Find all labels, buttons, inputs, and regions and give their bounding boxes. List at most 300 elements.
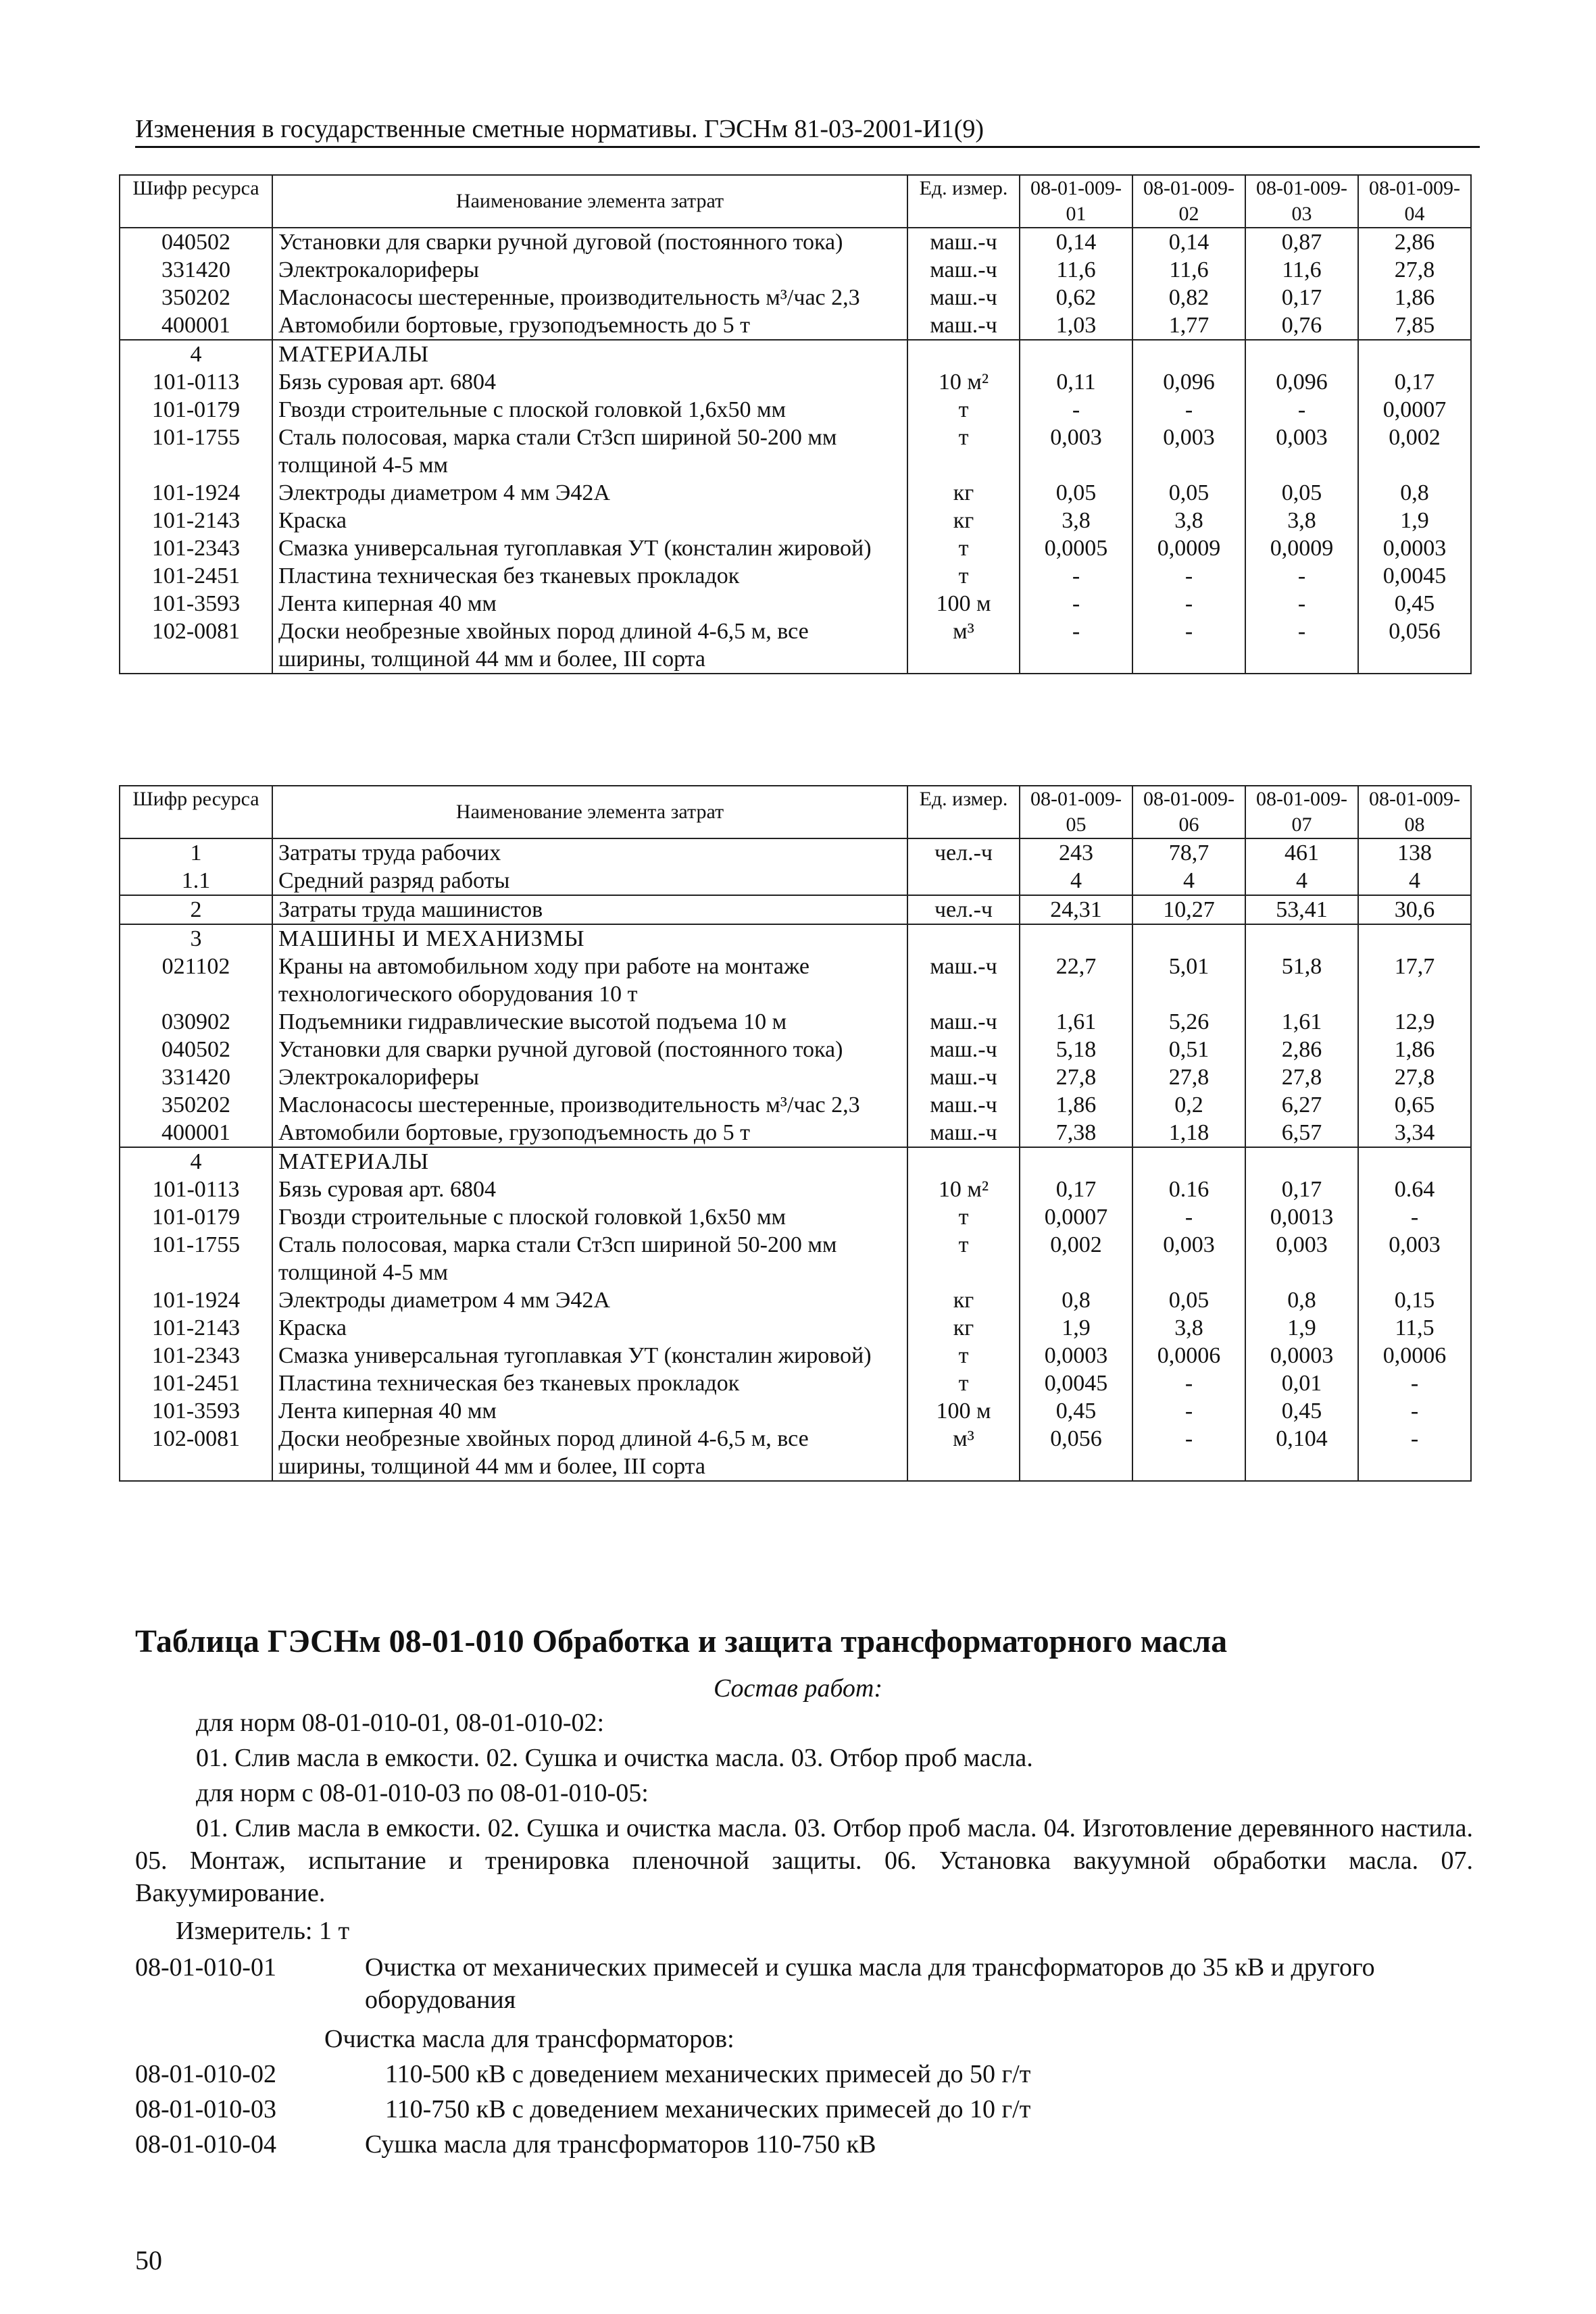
resource-code: 101-3593: [120, 1397, 272, 1425]
resource-code: 101-1924: [120, 479, 272, 507]
unit-cell: маш.-ч: [907, 1091, 1020, 1119]
value-cell: 1,86: [1020, 1091, 1132, 1119]
value-cell: 1,9: [1358, 507, 1471, 534]
value-cell: 1,77: [1132, 311, 1245, 340]
resource-name: Электрокалориферы: [272, 1063, 907, 1091]
value-cell: 5,18: [1020, 1036, 1132, 1063]
resource-name: Электроды диаметром 4 мм Э42А: [272, 1286, 907, 1314]
resource-code: 1.1: [120, 867, 272, 895]
value-cell: 0,17: [1020, 1176, 1132, 1203]
value-cell: 0,82: [1132, 284, 1245, 311]
value-cell: -: [1132, 590, 1245, 618]
column-header-norm: 08-01-009-01: [1020, 175, 1132, 228]
resource-name: Маслонасосы шестеренные, производительность м³/час 2,3: [272, 1091, 907, 1119]
resource-name: Бязь суровая арт. 6804: [272, 368, 907, 396]
resource-name: Доски необрезные хвойных пород длиной 4-6,5 м, все ширины, толщиной 44 мм и более, III сорта: [272, 618, 907, 674]
resource-code: 101-2343: [120, 1342, 272, 1369]
table-row: [120, 256, 1471, 284]
value-cell: 27,8: [1132, 1063, 1245, 1091]
value-cell: 4: [1358, 867, 1471, 895]
resource-name: Затраты труда рабочих: [272, 838, 907, 867]
resource-code: 331420: [120, 256, 272, 284]
unit-cell: чел.-ч: [907, 838, 1020, 867]
table-body: [120, 838, 1471, 1481]
value-cell: [1132, 924, 1245, 953]
unit-cell: м³: [907, 1425, 1020, 1481]
unit-cell: т: [907, 562, 1020, 590]
value-cell: 2,86: [1358, 228, 1471, 256]
table-row: [120, 340, 1471, 368]
resource-code: 350202: [120, 1091, 272, 1119]
value-cell: 12,9: [1358, 1008, 1471, 1036]
unit-cell: кг: [907, 1286, 1020, 1314]
unit-cell: кг: [907, 507, 1020, 534]
unit-cell: т: [907, 1342, 1020, 1369]
value-cell: 1,18: [1132, 1119, 1245, 1147]
value-cell: 1,61: [1020, 1008, 1132, 1036]
value-cell: [1020, 1147, 1132, 1176]
value-cell: -: [1132, 562, 1245, 590]
value-cell: 0,003: [1020, 424, 1132, 479]
resource-name: Средний разряд работы: [272, 867, 907, 895]
resource-name: МАТЕРИАЛЫ: [272, 1147, 907, 1176]
resource-code: 101-2143: [120, 507, 272, 534]
table-row: [120, 507, 1471, 534]
value-cell: 0,0009: [1132, 534, 1245, 562]
resource-code: 101-0179: [120, 1203, 272, 1231]
unit-cell: маш.-ч: [907, 1036, 1020, 1063]
meter: Измеритель: 1 т: [176, 1917, 350, 1945]
value-cell: -: [1358, 1397, 1471, 1425]
table-row: [120, 1176, 1471, 1203]
value-cell: [1358, 1147, 1471, 1176]
resource-name: Лента киперная 40 мм: [272, 590, 907, 618]
table-row: [120, 953, 1471, 1008]
value-cell: 2,86: [1245, 1036, 1358, 1063]
resource-table-2: [119, 785, 1472, 1482]
value-cell: 0,0045: [1358, 562, 1471, 590]
resource-name: МАШИНЫ И МЕХАНИЗМЫ: [272, 924, 907, 953]
unit-cell: кг: [907, 1314, 1020, 1342]
sub-heading: Очистка масла для трансформаторов:: [324, 2025, 734, 2053]
value-cell: 0.64: [1358, 1176, 1471, 1203]
table-row: [120, 1008, 1471, 1036]
column-header-norm: 08-01-009-07: [1245, 786, 1358, 838]
norms-b-text: 01. Слив масла в емкости. 02. Сушка и очистка масла. 03. Отбор проб масла. 04. Изготовление деревянного настила. 05. Монтаж, испытание и тренировка пленочной защиты. 06. Установка вакуумной обработки масла. 07. Вакуумирование.: [135, 1814, 1473, 1907]
value-cell: 4: [1132, 867, 1245, 895]
resource-name: Сталь полосовая, марка стали Ст3сп шириной 50-200 мм толщиной 4-5 мм: [272, 424, 907, 479]
norm-description: Сушка масла для трансформаторов 110-750 кВ: [365, 2130, 876, 2159]
table-row: [120, 228, 1471, 256]
resource-name: Электроды диаметром 4 мм Э42А: [272, 479, 907, 507]
resource-name: Краска: [272, 507, 907, 534]
value-cell: 30,6: [1358, 895, 1471, 924]
unit-cell: 100 м: [907, 590, 1020, 618]
unit-cell: т: [907, 534, 1020, 562]
resource-name: МАТЕРИАЛЫ: [272, 340, 907, 368]
value-cell: 0,0003: [1245, 1342, 1358, 1369]
value-cell: 5,01: [1132, 953, 1245, 1008]
resource-name: Бязь суровая арт. 6804: [272, 1176, 907, 1203]
norms-a-text: 01. Слив масла в емкости. 02. Сушка и очистка масла. 03. Отбор проб масла.: [196, 1744, 1033, 1772]
resource-code: 101-1755: [120, 424, 272, 479]
resource-code: 4: [120, 1147, 272, 1176]
unit-cell: маш.-ч: [907, 1063, 1020, 1091]
value-cell: 11,6: [1132, 256, 1245, 284]
norm-description: 110-750 кВ с доведением механических примесей до 10 г/т: [385, 2095, 1031, 2123]
value-cell: 3,8: [1020, 507, 1132, 534]
value-cell: 0,05: [1132, 479, 1245, 507]
value-cell: 0,01: [1245, 1369, 1358, 1397]
value-cell: 11,5: [1358, 1314, 1471, 1342]
table-row: [120, 1231, 1471, 1286]
value-cell: 6,57: [1245, 1119, 1358, 1147]
value-cell: 0,104: [1245, 1425, 1358, 1481]
value-cell: [1132, 340, 1245, 368]
value-cell: 0,15: [1358, 1286, 1471, 1314]
resource-code: 040502: [120, 228, 272, 256]
resource-name: Затраты труда машинистов: [272, 895, 907, 924]
value-cell: 0,05: [1245, 479, 1358, 507]
table-row: [120, 424, 1471, 479]
table-row: [120, 396, 1471, 424]
norm-description: Очистка от механических примесей и сушка масла для трансформаторов до 35 кВ и другого оборудования: [365, 1953, 1375, 2014]
value-cell: 11,6: [1245, 256, 1358, 284]
unit-cell: 10 м²: [907, 1176, 1020, 1203]
norm-description: 110-500 кВ с доведением механических примесей до 50 г/т: [385, 2060, 1031, 2088]
value-cell: 0,8: [1020, 1286, 1132, 1314]
value-cell: 3,8: [1245, 507, 1358, 534]
value-cell: 0,0006: [1132, 1342, 1245, 1369]
resource-code: 102-0081: [120, 618, 272, 674]
value-cell: -: [1358, 1203, 1471, 1231]
resource-code: 101-2343: [120, 534, 272, 562]
value-cell: 0,0007: [1358, 396, 1471, 424]
value-cell: 3,8: [1132, 1314, 1245, 1342]
value-cell: 6,27: [1245, 1091, 1358, 1119]
resource-code: 040502: [120, 1036, 272, 1063]
table-row: [120, 1147, 1471, 1176]
resource-name: Доски необрезные хвойных пород длиной 4-6,5 м, все ширины, толщиной 44 мм и более, III сорта: [272, 1425, 907, 1481]
table-row: [120, 534, 1471, 562]
resource-name: Маслонасосы шестеренные, производительность м³/час 2,3: [272, 284, 907, 311]
resource-name: Сталь полосовая, марка стали Ст3сп шириной 50-200 мм толщиной 4-5 мм: [272, 1231, 907, 1286]
norms-b-label: для норм с 08-01-010-03 по 08-01-010-05:: [196, 1779, 649, 1807]
value-cell: 1,03: [1020, 311, 1132, 340]
table-row: [120, 924, 1471, 953]
value-cell: 0,8: [1245, 1286, 1358, 1314]
table-row: [120, 867, 1471, 895]
value-cell: -: [1245, 618, 1358, 674]
value-cell: 1,61: [1245, 1008, 1358, 1036]
table-row: [120, 562, 1471, 590]
unit-cell: маш.-ч: [907, 228, 1020, 256]
value-cell: 0,003: [1358, 1231, 1471, 1286]
value-cell: 0,17: [1245, 1176, 1358, 1203]
value-cell: 0,056: [1020, 1425, 1132, 1481]
value-cell: 0,003: [1245, 424, 1358, 479]
column-header-unit: Ед. измер.: [907, 175, 1020, 228]
resource-name: Краны на автомобильном ходу при работе на монтаже технологического оборудования 10 т: [272, 953, 907, 1008]
table-row: [120, 1063, 1471, 1091]
value-cell: 51,8: [1245, 953, 1358, 1008]
value-cell: -: [1245, 396, 1358, 424]
resource-code: 102-0081: [120, 1425, 272, 1481]
resource-code: 3: [120, 924, 272, 953]
table-row: [120, 311, 1471, 340]
unit-cell: т: [907, 424, 1020, 479]
value-cell: -: [1132, 618, 1245, 674]
value-cell: 0,14: [1020, 228, 1132, 256]
column-header-code: Шифр ресурса: [120, 175, 272, 228]
value-cell: 10,27: [1132, 895, 1245, 924]
value-cell: 1,86: [1358, 284, 1471, 311]
resource-name: Пластина техническая без тканевых прокладок: [272, 562, 907, 590]
value-cell: -: [1132, 1369, 1245, 1397]
value-cell: 0,87: [1245, 228, 1358, 256]
value-cell: 0,51: [1132, 1036, 1245, 1063]
value-cell: [1245, 1147, 1358, 1176]
value-cell: 0,17: [1358, 368, 1471, 396]
table-row: [120, 618, 1471, 674]
value-cell: -: [1358, 1369, 1471, 1397]
value-cell: 5,26: [1132, 1008, 1245, 1036]
table-row: [120, 1203, 1471, 1231]
table-row: [120, 1342, 1471, 1369]
value-cell: -: [1358, 1425, 1471, 1481]
norms-a-label: для норм 08-01-010-01, 08-01-010-02:: [196, 1709, 605, 1737]
unit-cell: [907, 867, 1020, 895]
value-cell: 461: [1245, 838, 1358, 867]
value-cell: -: [1020, 396, 1132, 424]
unit-cell: маш.-ч: [907, 311, 1020, 340]
unit-cell: маш.-ч: [907, 1119, 1020, 1147]
value-cell: [1020, 340, 1132, 368]
value-cell: 1,9: [1245, 1314, 1358, 1342]
unit-cell: чел.-ч: [907, 895, 1020, 924]
table-row: [120, 1036, 1471, 1063]
value-cell: 3,34: [1358, 1119, 1471, 1147]
resource-code: 4: [120, 340, 272, 368]
resource-code: 101-0113: [120, 1176, 272, 1203]
column-header-norm: 08-01-009-04: [1358, 175, 1471, 228]
page-header: Изменения в государственные сметные нормативы. ГЭСНм 81-03-2001-И1(9): [135, 114, 1480, 148]
value-cell: -: [1020, 590, 1132, 618]
resource-code: 101-2143: [120, 1314, 272, 1342]
resource-code: 101-2451: [120, 562, 272, 590]
value-cell: 0,11: [1020, 368, 1132, 396]
column-header-name: Наименование элемента затрат: [272, 175, 907, 228]
value-cell: 0,0003: [1020, 1342, 1132, 1369]
table-row: [120, 1397, 1471, 1425]
value-cell: 0,0005: [1020, 534, 1132, 562]
unit-cell: м³: [907, 618, 1020, 674]
value-cell: 78,7: [1132, 838, 1245, 867]
value-cell: 0,17: [1245, 284, 1358, 311]
value-cell: 0,45: [1358, 590, 1471, 618]
value-cell: 0,76: [1245, 311, 1358, 340]
value-cell: 17,7: [1358, 953, 1471, 1008]
value-cell: 0,0045: [1020, 1369, 1132, 1397]
resource-name: Установки для сварки ручной дуговой (постоянного тока): [272, 228, 907, 256]
column-header-norm: 08-01-009-03: [1245, 175, 1358, 228]
value-cell: -: [1245, 562, 1358, 590]
value-cell: 27,8: [1358, 256, 1471, 284]
value-cell: 27,8: [1358, 1063, 1471, 1091]
value-cell: 0,056: [1358, 618, 1471, 674]
resource-name: Гвозди строительные с плоской головкой 1,6x50 мм: [272, 396, 907, 424]
value-cell: 24,31: [1020, 895, 1132, 924]
column-header-norm: 08-01-009-05: [1020, 786, 1132, 838]
value-cell: 0,0003: [1358, 534, 1471, 562]
resource-code: 331420: [120, 1063, 272, 1091]
table-row: [120, 838, 1471, 867]
resource-code: 101-2451: [120, 1369, 272, 1397]
resource-name: Подъемники гидравлические высотой подъема 10 м: [272, 1008, 907, 1036]
value-cell: 27,8: [1020, 1063, 1132, 1091]
page-number: 50: [135, 2245, 162, 2275]
resource-code: 400001: [120, 311, 272, 340]
unit-cell: маш.-ч: [907, 256, 1020, 284]
table-row: [120, 479, 1471, 507]
table-row: [120, 590, 1471, 618]
value-cell: -: [1132, 396, 1245, 424]
value-cell: 0,002: [1020, 1231, 1132, 1286]
value-cell: 0,05: [1132, 1286, 1245, 1314]
value-cell: 0,0007: [1020, 1203, 1132, 1231]
resource-name: Лента киперная 40 мм: [272, 1397, 907, 1425]
resource-code: 350202: [120, 284, 272, 311]
table-row: [120, 1286, 1471, 1314]
table-row: [120, 895, 1471, 924]
value-cell: 0,096: [1245, 368, 1358, 396]
value-cell: -: [1245, 590, 1358, 618]
value-cell: 7,38: [1020, 1119, 1132, 1147]
unit-cell: 10 м²: [907, 368, 1020, 396]
column-header-norm: 08-01-009-08: [1358, 786, 1471, 838]
unit-cell: т: [907, 1369, 1020, 1397]
table-row: [120, 1119, 1471, 1147]
value-cell: -: [1132, 1203, 1245, 1231]
value-cell: 0,05: [1020, 479, 1132, 507]
norm-code: 08-01-010-01: [135, 1953, 276, 1982]
resource-name: Смазка универсальная тугоплавкая УТ (консталин жировой): [272, 534, 907, 562]
resource-code: 101-0113: [120, 368, 272, 396]
resource-code: 400001: [120, 1119, 272, 1147]
value-cell: [1245, 340, 1358, 368]
value-cell: 1,86: [1358, 1036, 1471, 1063]
resource-name: Автомобили бортовые, грузоподъемность до 5 т: [272, 1119, 907, 1147]
resource-code: 030902: [120, 1008, 272, 1036]
resource-name: Смазка универсальная тугоплавкая УТ (консталин жировой): [272, 1342, 907, 1369]
column-header-norm: 08-01-009-02: [1132, 175, 1245, 228]
value-cell: [1132, 1147, 1245, 1176]
value-cell: 0,2: [1132, 1091, 1245, 1119]
value-cell: 53,41: [1245, 895, 1358, 924]
resource-name: Краска: [272, 1314, 907, 1342]
resource-name: Пластина техническая без тканевых прокладок: [272, 1369, 907, 1397]
value-cell: [1358, 924, 1471, 953]
value-cell: 0,8: [1358, 479, 1471, 507]
column-header-norm: 08-01-009-06: [1132, 786, 1245, 838]
unit-cell: маш.-ч: [907, 284, 1020, 311]
value-cell: 0,65: [1358, 1091, 1471, 1119]
resource-code: 101-3593: [120, 590, 272, 618]
value-cell: 243: [1020, 838, 1132, 867]
value-cell: -: [1132, 1397, 1245, 1425]
value-cell: 0.16: [1132, 1176, 1245, 1203]
value-cell: 22,7: [1020, 953, 1132, 1008]
unit-cell: т: [907, 1231, 1020, 1286]
section-title: Таблица ГЭСНм 08-01-010 Обработка и защита трансформаторного масла: [135, 1624, 1228, 1659]
value-cell: [1020, 924, 1132, 953]
resource-code: 101-1924: [120, 1286, 272, 1314]
resource-name: Автомобили бортовые, грузоподъемность до 5 т: [272, 311, 907, 340]
value-cell: 0,096: [1132, 368, 1245, 396]
value-cell: 0,45: [1020, 1397, 1132, 1425]
value-cell: 0,0006: [1358, 1342, 1471, 1369]
resource-code: 2: [120, 895, 272, 924]
value-cell: 0,45: [1245, 1397, 1358, 1425]
value-cell: -: [1020, 562, 1132, 590]
unit-cell: 100 м: [907, 1397, 1020, 1425]
value-cell: [1245, 924, 1358, 953]
unit-cell: [907, 1147, 1020, 1176]
value-cell: 1,9: [1020, 1314, 1132, 1342]
value-cell: 0,0013: [1245, 1203, 1358, 1231]
table-body: [120, 228, 1471, 674]
unit-cell: т: [907, 396, 1020, 424]
column-header-unit: Ед. измер.: [907, 786, 1020, 838]
column-header-name: Наименование элемента затрат: [272, 786, 907, 838]
value-cell: 0,002: [1358, 424, 1471, 479]
table-row: [120, 1091, 1471, 1119]
resource-table-1: [119, 174, 1472, 674]
unit-cell: кг: [907, 479, 1020, 507]
column-header-code: Шифр ресурса: [120, 786, 272, 838]
resource-code: 101-0179: [120, 396, 272, 424]
table-row: [120, 284, 1471, 311]
value-cell: 0,0009: [1245, 534, 1358, 562]
unit-cell: [907, 340, 1020, 368]
value-cell: 27,8: [1245, 1063, 1358, 1091]
value-cell: 0,003: [1132, 1231, 1245, 1286]
value-cell: -: [1020, 618, 1132, 674]
resource-name: Электрокалориферы: [272, 256, 907, 284]
unit-cell: маш.-ч: [907, 1008, 1020, 1036]
composition-label: Состав работ:: [713, 1674, 883, 1703]
value-cell: 138: [1358, 838, 1471, 867]
table-row: [120, 1369, 1471, 1397]
value-cell: 7,85: [1358, 311, 1471, 340]
resource-code: 1: [120, 838, 272, 867]
unit-cell: маш.-ч: [907, 953, 1020, 1008]
value-cell: 0,003: [1132, 424, 1245, 479]
resource-code: 021102: [120, 953, 272, 1008]
resource-code: 101-1755: [120, 1231, 272, 1286]
table-row: [120, 1314, 1471, 1342]
value-cell: 0,62: [1020, 284, 1132, 311]
value-cell: [1358, 340, 1471, 368]
value-cell: -: [1132, 1425, 1245, 1481]
unit-cell: т: [907, 1203, 1020, 1231]
norm-code: 08-01-010-04: [135, 2130, 276, 2159]
table-row: [120, 1425, 1471, 1481]
value-cell: 11,6: [1020, 256, 1132, 284]
resource-name: Установки для сварки ручной дуговой (постоянного тока): [272, 1036, 907, 1063]
resource-name: Гвозди строительные с плоской головкой 1,6x50 мм: [272, 1203, 907, 1231]
unit-cell: [907, 924, 1020, 953]
